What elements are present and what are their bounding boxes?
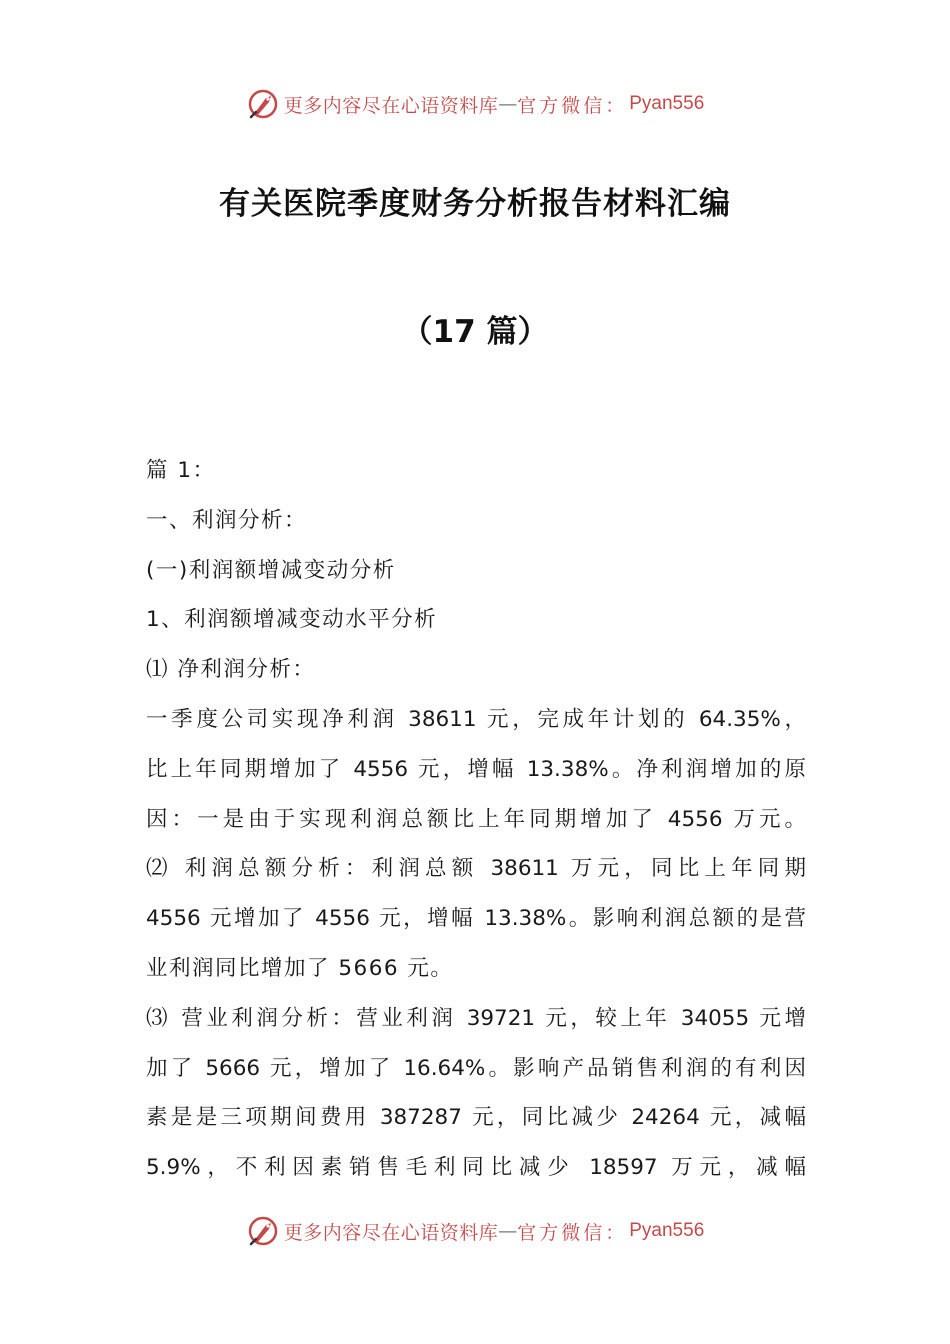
body-line: 篇 1： [146,458,216,483]
body-line: (一)利润额增减变动分析 [146,557,396,583]
body-line: ⑴ 净利润分析： [146,657,316,683]
body-line: 加了 5666 元，增加了 16.64%。影响产品销售利润的有利因 [146,1055,806,1081]
header-banner [0,84,950,124]
banner-wechat-label: 官方微信： [517,1221,628,1244]
body-line: ⑶ 营业利润分析：营业利润 39721 元，较上年 34055 元增 [146,1005,806,1031]
body-line: 1、利润额增减变动水平分析 [146,607,438,633]
banner-wechat-id: Pyan556 [629,93,705,114]
body-line: 业利润同比增加了 5666 元。 [146,955,454,981]
pen-nib-logo-icon [246,1214,280,1248]
body-line: 因：一是由于实现利润总额比上年同期增加了 4556 万元。 [146,806,806,832]
footer-banner [0,1211,950,1251]
banner-dash: — [498,93,518,115]
body-line: 一、利润分析： [146,507,308,533]
document-body [146,446,806,1193]
banner-site-text: 更多内容尽在心语资料库 [283,94,499,117]
banner-dash: — [498,1220,518,1242]
document-subtitle: （17 篇） [401,314,549,350]
body-line: 4556 元增加了 4556 元，增幅 13.38%。影响利润总额的是营 [146,906,806,932]
body-line: ⑵ 利润总额分析：利润总额 38611 万元，同比上年同期 [146,856,806,882]
body-line: 素是是三项期间费用 387287 元，同比减少 24264 元，减幅 [146,1105,806,1131]
pen-nib-logo-icon [246,87,280,121]
document-title: 有关医院季度财务分析报告材料汇编 [219,186,731,222]
body-line: 5.9%，不利因素销售毛利同比减少 18597 万元，减幅 [146,1155,806,1181]
banner-wechat-label: 官方微信： [517,94,628,117]
banner-wechat-id: Pyan556 [629,1220,705,1241]
body-line: 比上年同期增加了 4556 元，增幅 13.38%。净利润增加的原 [146,756,806,782]
banner-site-text: 更多内容尽在心语资料库 [283,1221,499,1244]
body-line: 一季度公司实现净利润 38611 元，完成年计划的 64.35%， [146,706,806,732]
